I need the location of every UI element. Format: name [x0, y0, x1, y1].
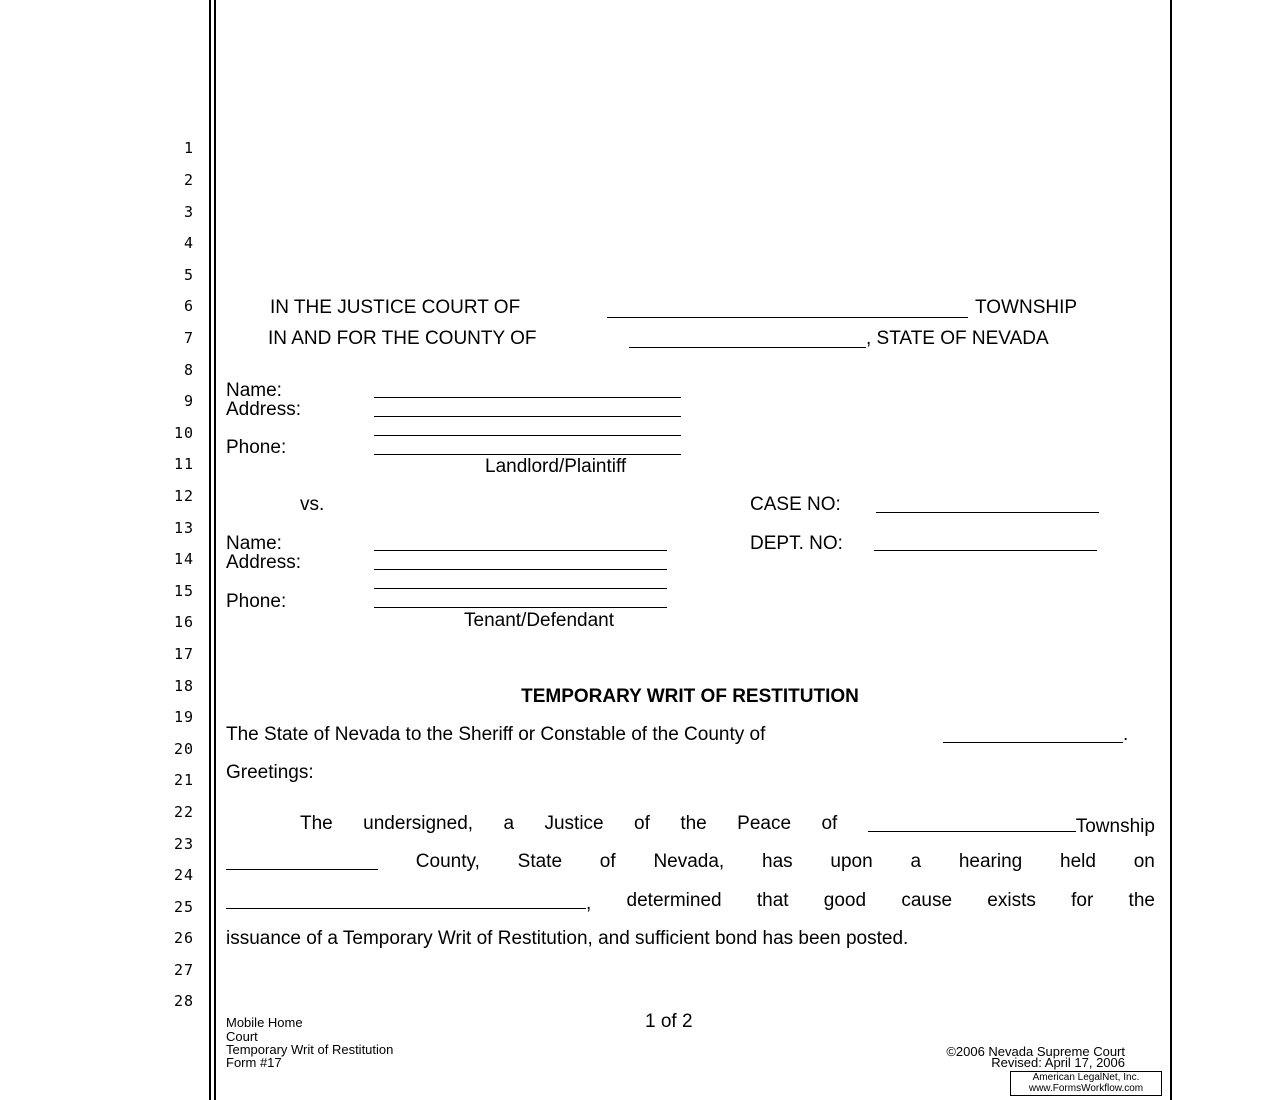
line-number: 12 [173, 487, 194, 505]
case-number-field[interactable] [876, 512, 1099, 513]
court-name-label: IN THE JUSTICE COURT OF [270, 297, 521, 318]
defendant-name-field[interactable] [374, 550, 667, 551]
state-line-period: . [1123, 724, 1129, 745]
left-margin-rule-inner [214, 0, 216, 1100]
defendant-name-label: Name: [226, 533, 282, 554]
line-number: 16 [173, 613, 194, 631]
word: determined [626, 890, 722, 911]
line-number: 10 [173, 424, 194, 442]
line-number: 22 [173, 803, 194, 821]
plaintiff-phone-field[interactable] [374, 454, 681, 455]
word: of [599, 851, 616, 872]
paragraph-line-3 [226, 890, 1155, 915]
word: on [1133, 851, 1155, 872]
line-number: 15 [173, 582, 194, 600]
line-number: 5 [183, 266, 194, 284]
line-number: 24 [173, 866, 194, 884]
plaintiff-phone-label: Phone: [226, 437, 287, 458]
publisher-url[interactable]: www.FormsWorkflow.com [1028, 1083, 1144, 1094]
line-number: 26 [173, 929, 194, 947]
defendant-phone-field[interactable] [374, 607, 667, 608]
word: , [586, 893, 592, 914]
defendant-address-field-2[interactable] [374, 588, 667, 589]
word: cause [901, 890, 953, 911]
line-number: 6 [183, 297, 194, 315]
peace-township-blank[interactable] [868, 813, 1076, 832]
versus-label: vs. [300, 494, 325, 515]
line-number: 19 [173, 708, 194, 726]
word: exists [987, 890, 1036, 911]
line-number: 11 [173, 455, 194, 473]
township-label: TOWNSHIP [975, 297, 1078, 318]
line-number: 14 [173, 550, 194, 568]
plaintiff-address-field-2[interactable] [374, 435, 681, 436]
line-number: 20 [173, 740, 194, 758]
line-number: 27 [173, 961, 194, 979]
line-number: 7 [183, 329, 194, 347]
line-number: 23 [173, 835, 194, 853]
publisher-stamp [1010, 1071, 1162, 1096]
paragraph-line-1 [300, 813, 1155, 838]
word: Nevada, [653, 851, 725, 872]
sheriff-county-blank[interactable] [943, 742, 1123, 743]
line-number: 18 [173, 677, 194, 695]
line-number: 2 [183, 171, 194, 189]
plaintiff-name-field[interactable] [374, 397, 681, 398]
footer-copyright: ©2006 Nevada Supreme Court [946, 1044, 1125, 1059]
line-number: 25 [173, 898, 194, 916]
footer-court: Court [226, 1029, 258, 1044]
dept-number-label: DEPT. NO: [750, 533, 843, 554]
line-number: 8 [183, 361, 194, 379]
county-blank[interactable] [629, 347, 866, 348]
line-number: 3 [183, 203, 194, 221]
word: of [634, 813, 650, 834]
footer-form-number: Form #17 [226, 1055, 282, 1070]
plaintiff-address-field-1[interactable] [374, 416, 681, 417]
state-line-text: The State of Nevada to the Sheriff or Constable of the County of [226, 724, 766, 745]
hearing-date-blank[interactable] [226, 890, 586, 909]
footer-revised: Revised: April 17, 2006 [991, 1055, 1125, 1070]
line-number: 1 [183, 139, 194, 157]
dept-number-field[interactable] [874, 550, 1097, 551]
right-margin-rule [1170, 0, 1172, 1100]
county-label: IN AND FOR THE COUNTY OF [268, 328, 537, 349]
word: State [517, 851, 563, 872]
publisher-name: American LegalNet, Inc. [1032, 1072, 1140, 1083]
paragraph-line-2 [226, 851, 1155, 873]
left-margin-rule-outer [209, 0, 211, 1100]
page-indicator: 1 of 2 [645, 1011, 693, 1032]
word: a [503, 813, 515, 834]
case-number-label: CASE NO: [750, 494, 841, 515]
plaintiff-address-label: Address: [226, 399, 301, 420]
document-title: TEMPORARY WRIT OF RESTITUTION [521, 686, 859, 707]
line-number: 4 [183, 234, 194, 252]
defendant-role-label: Tenant/Defendant [464, 610, 615, 631]
word: of [821, 813, 838, 834]
word: the [680, 813, 707, 834]
plaintiff-role-label: Landlord/Plaintiff [485, 456, 627, 477]
word: The [300, 813, 333, 834]
line-number: 28 [173, 992, 194, 1010]
footer-form-category: Mobile Home [226, 1015, 303, 1030]
word: County, [415, 851, 480, 872]
word: undersigned, [363, 813, 474, 834]
township-blank[interactable] [607, 317, 968, 318]
hearing-county-blank[interactable] [226, 851, 378, 870]
word: has [762, 851, 793, 872]
footer-form-title: Temporary Writ of Restitution [226, 1042, 394, 1057]
defendant-phone-label: Phone: [226, 591, 287, 612]
word: good [823, 890, 867, 911]
word: Township [1075, 816, 1155, 837]
line-number: 9 [183, 392, 194, 410]
word: a [910, 851, 922, 872]
word: the [1128, 890, 1155, 911]
word: Justice [544, 813, 604, 834]
word: for [1071, 890, 1094, 911]
word: held [1060, 851, 1096, 872]
word: hearing [958, 851, 1023, 872]
greetings-text: Greetings: [226, 762, 314, 783]
word: Peace [737, 813, 792, 834]
defendant-address-label: Address: [226, 552, 301, 573]
plaintiff-name-label: Name: [226, 380, 282, 401]
defendant-address-field-1[interactable] [374, 569, 667, 570]
line-number: 21 [173, 771, 194, 789]
word: that [756, 890, 789, 911]
state-label: , STATE OF NEVADA [866, 328, 1049, 349]
paragraph-line-4: issuance of a Temporary Writ of Restitution, and sufficient bond has been posted. [226, 928, 909, 949]
line-number: 17 [173, 645, 194, 663]
line-number: 13 [173, 519, 194, 537]
word: upon [830, 851, 873, 872]
